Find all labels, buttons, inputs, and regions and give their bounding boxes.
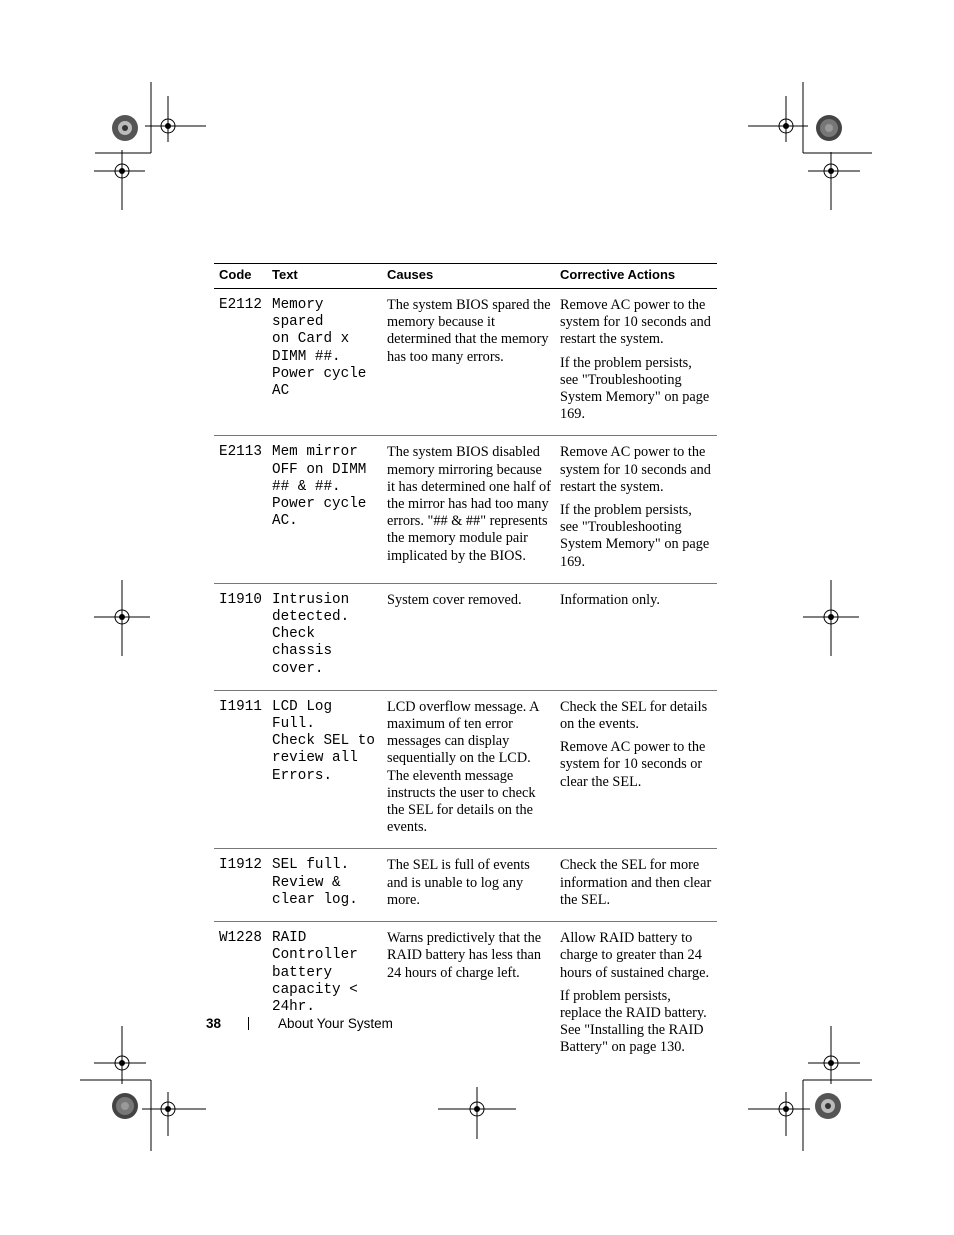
cell-causes: Warns predictively that the RAID battery has less than 24 hours of charge left. bbox=[387, 930, 542, 981]
cell-code: E2112 bbox=[214, 289, 267, 436]
action-item: Check the SEL for details on the events. bbox=[560, 698, 708, 733]
cell-code: W1228 bbox=[219, 930, 262, 947]
table-row bbox=[214, 922, 717, 1069]
registration-mark-middle-left bbox=[94, 580, 150, 656]
table-row bbox=[214, 849, 717, 922]
cell-code: I1910 bbox=[214, 583, 267, 690]
section-title: About Your System bbox=[278, 1016, 393, 1031]
header-causes: Causes bbox=[382, 264, 555, 289]
action-item: If problem persists, replace the RAID battery. See "Installing the RAID Battery" on page 130. bbox=[560, 987, 707, 1056]
footer-divider bbox=[248, 1017, 249, 1030]
cell-actions bbox=[555, 289, 717, 436]
cell-actions bbox=[555, 849, 717, 922]
registration-mark-bottom-right bbox=[744, 1024, 874, 1154]
table-row bbox=[214, 690, 717, 849]
header-text: Text bbox=[267, 264, 382, 289]
cell-text: SEL full. Review & clear log. bbox=[267, 849, 382, 922]
cell-actions bbox=[555, 690, 717, 849]
action-item: If the problem persists, see "Troubleshooting System Memory" on page 169. bbox=[560, 354, 710, 423]
cell-causes: LCD overflow message. A maximum of ten error messages can display sequentially on the LCD. The eleventh message instructs the user to check the SEL for details on the events. bbox=[382, 690, 555, 849]
cell-causes: The SEL is full of events and is unable to log any more. bbox=[382, 849, 555, 922]
cell-causes: The system BIOS spared the memory because it determined that the memory has too many errors. bbox=[382, 289, 555, 436]
cell-code: I1911 bbox=[214, 690, 267, 849]
cell-code: E2113 bbox=[214, 436, 267, 583]
action-item: Remove AC power to the system for 10 seconds and restart the system. bbox=[560, 297, 711, 348]
action-item: Remove AC power to the system for 10 seconds and restart the system. bbox=[560, 444, 711, 495]
cell-actions bbox=[555, 922, 717, 1069]
registration-mark-top-right bbox=[744, 80, 874, 215]
cell-text: Memory spared on Card x DIMM ##. Power cycle AC bbox=[267, 289, 382, 436]
cell-code: I1912 bbox=[214, 849, 267, 922]
action-item: If the problem persists, see "Troubleshooting System Memory" on page 169. bbox=[560, 502, 710, 570]
page-footer bbox=[206, 1016, 393, 1031]
header-code: Code bbox=[214, 264, 267, 289]
cell-actions bbox=[555, 436, 717, 583]
table-row bbox=[214, 583, 717, 690]
cell-text: Mem mirror OFF on DIMM ## & ##. Power cycle AC. bbox=[267, 436, 382, 583]
registration-mark-top-left bbox=[80, 80, 210, 215]
cell-causes: System cover removed. bbox=[382, 583, 555, 690]
action-item: Information only. bbox=[560, 591, 660, 608]
cell-text: RAID Controller battery capacity < 24hr. bbox=[272, 930, 358, 1015]
table-row bbox=[214, 289, 717, 436]
cell-causes: The system BIOS disabled memory mirroring because it has determined one half of the mirror has had too many errors. "## & ##" represents the memory module pair implicated by the BIOS. bbox=[382, 436, 555, 583]
table-row bbox=[214, 436, 717, 583]
cell-actions bbox=[555, 583, 717, 690]
action-item: Remove AC power to the system for 10 seconds or clear the SEL. bbox=[560, 739, 706, 790]
table-header bbox=[214, 264, 717, 289]
registration-mark-bottom-center bbox=[438, 1087, 516, 1139]
registration-mark-bottom-left bbox=[80, 1024, 210, 1154]
cell-text: LCD Log Full. Check SEL to review all Errors. bbox=[267, 690, 382, 849]
header-corrective-actions: Corrective Actions bbox=[555, 264, 717, 289]
page-number: 38 bbox=[206, 1016, 222, 1031]
cell-text: Intrusion detected. Check chassis cover. bbox=[267, 583, 382, 690]
action-item: Check the SEL for more information and then clear the SEL. bbox=[560, 857, 712, 908]
error-code-table bbox=[214, 263, 717, 1069]
registration-mark-middle-right bbox=[803, 580, 859, 656]
action-item: Allow RAID battery to charge to greater than 24 hours of sustained charge. bbox=[560, 930, 710, 981]
